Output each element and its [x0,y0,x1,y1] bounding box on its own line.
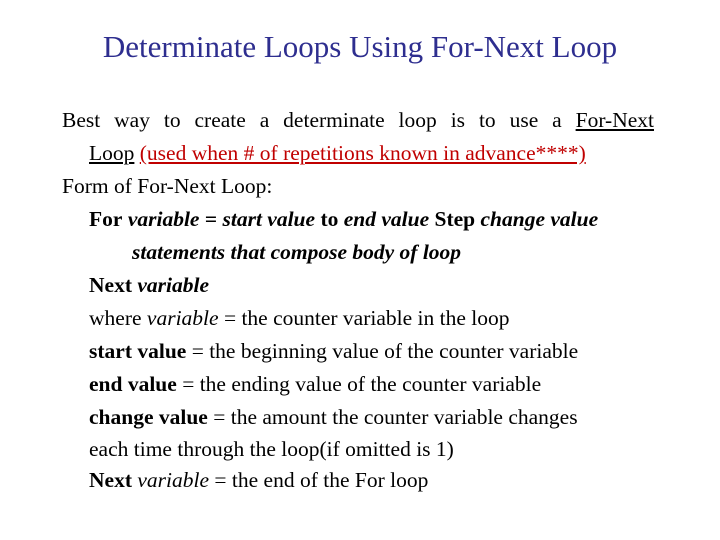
def-end-desc: = the ending value of the counter variable [176,372,542,396]
intro-line-2 [62,137,654,170]
def-variable [62,302,654,335]
intro-line-1 [62,104,654,137]
loop-body-line: statements that compose body of loop [132,240,462,264]
step-keyword: Step [429,207,481,231]
usage-note: (used when # of repetitions known in advance****) [139,141,586,165]
def-change-line-1 [62,401,654,434]
def-next-desc: = the end of the For loop [209,468,429,492]
for-syntax-line [62,203,654,236]
def-where-text: where [89,306,147,330]
syntax-change-value: change value [480,207,599,231]
syntax-equals: = [199,207,223,231]
def-start-value [62,335,654,368]
slide-title: Determinate Loops Using For-Next Loop [102,29,618,64]
syntax-end-value: end value [343,207,430,231]
for-next-term: For-Next [575,108,654,132]
for-keyword: For [89,207,123,231]
def-variable-desc: = the counter variable in the loop [218,306,510,330]
next-variable: variable [131,273,210,297]
next-keyword: Next [89,273,132,297]
to-keyword: to [315,207,344,231]
syntax-start-value: start value [222,207,316,231]
form-heading: Form of For-Next Loop: [62,174,273,198]
def-next-variable: variable [131,468,210,492]
def-next-keyword: Next [89,468,132,492]
intro-paragraph [62,104,654,170]
def-change-value [62,401,654,464]
def-change-desc: = the amount the counter variable changes [207,405,578,429]
next-syntax-line [62,269,654,302]
def-start-desc: = the beginning value of the counter variable [186,339,579,363]
def-end-term: end value [89,372,177,396]
loop-term: Loop [89,141,135,165]
def-next [62,464,654,497]
def-start-term: start value [89,339,187,363]
syntax-variable: variable [122,207,200,231]
def-change-line-2: each time through the loop(if omitted is 1) [89,437,454,461]
def-end-value [62,368,654,401]
def-change-term: change value [89,405,208,429]
intro-text: Best way to create a determinate loop is to use a [62,108,576,132]
slide-body [62,104,654,497]
def-variable-term: variable [146,306,219,330]
